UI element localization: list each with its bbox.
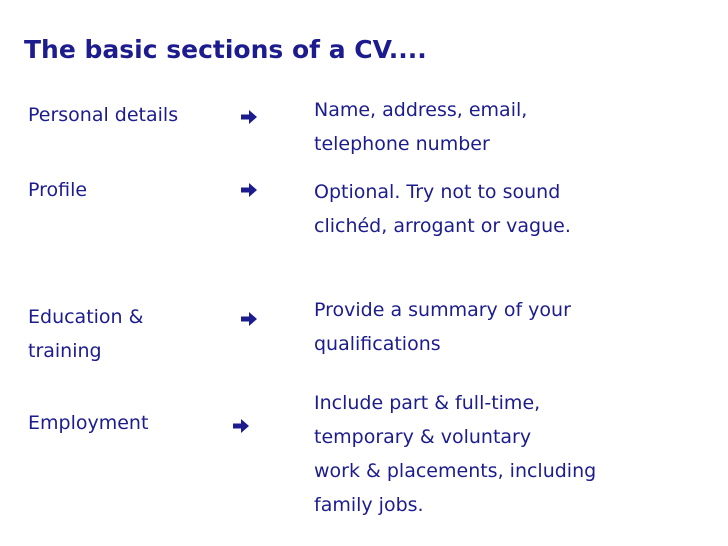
right-arrow-icon (232, 417, 250, 435)
right-arrow-icon (240, 181, 258, 199)
right-arrow-icon (240, 310, 258, 328)
section-label-education-training: Education & training (28, 306, 144, 362)
section-label-personal-details: Personal details (28, 104, 179, 126)
section-description-education-training: Provide a summary of your qualifications (314, 299, 571, 355)
section-description-personal-details: Name, address, email, telephone number (314, 99, 528, 155)
section-label-employment: Employment (28, 412, 149, 434)
section-description-employment: Include part & full-time, temporary & voluntary work & placements, including family jobs. (314, 392, 597, 516)
slide-title: The basic sections of a CV.... (24, 35, 427, 64)
right-arrow-icon (240, 108, 258, 126)
section-label-profile: Profile (28, 179, 88, 201)
section-description-profile: Optional. Try not to sound clichéd, arrogant or vague. (314, 181, 571, 237)
